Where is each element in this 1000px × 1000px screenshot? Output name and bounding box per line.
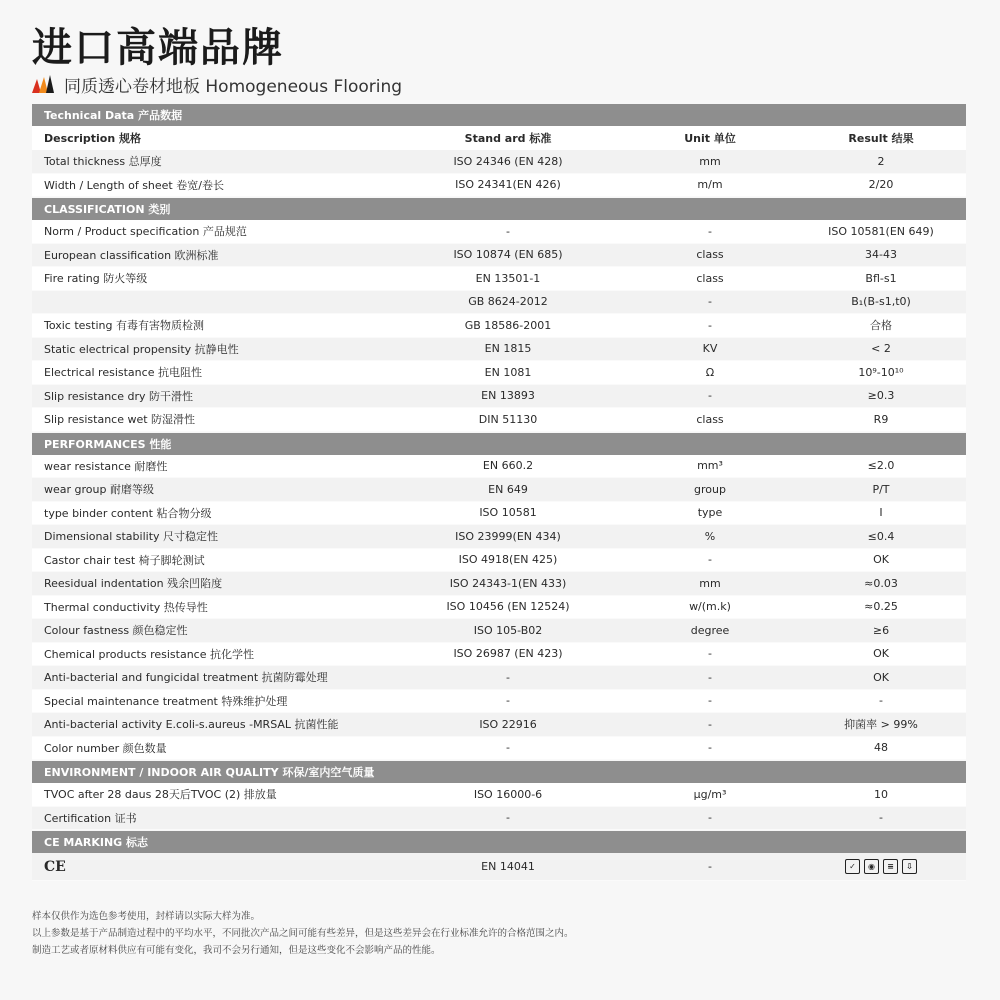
standard-cell: - [506, 670, 510, 684]
standard-cell: EN 13501-1 [475, 271, 541, 285]
result-cell: ≈0.25 [864, 600, 898, 614]
section-technical-data [32, 104, 966, 126]
description-cell: Castor chair test 椅子脚轮测试 [44, 553, 205, 567]
footer-note: 制造工艺或者原材料供应有可能有变化，我司不会另行通知，但是这些变化不会影响产品的性能。 [32, 945, 441, 956]
unit-cell: - [708, 553, 712, 567]
standard-cell: ISO 4918(EN 425) [458, 553, 558, 567]
ce-mark-cell [32, 859, 392, 875]
unit-cell: Ω [705, 365, 715, 379]
section-classification [32, 198, 966, 220]
section-title: Technical Data 产品数据 [44, 109, 183, 122]
brand-logo-icon [32, 75, 54, 93]
section-title: PERFORMANCES 性能 [44, 437, 172, 451]
unit-cell: - [708, 741, 712, 755]
table-row [32, 455, 966, 479]
unit-cell: mm³ [697, 459, 723, 473]
technical-data-table [32, 103, 966, 881]
unit-cell: mm [699, 576, 721, 590]
table-row [32, 572, 966, 596]
result-cell: - [879, 694, 883, 708]
section-performances [32, 433, 966, 455]
section-title: CLASSIFICATION 类别 [44, 203, 171, 216]
description-cell: wear group 耐磨等级 [44, 483, 154, 497]
result-cell: I [879, 506, 883, 520]
table-row [32, 291, 966, 315]
result-cell: Bfl-s1 [865, 271, 897, 285]
table-row [32, 619, 966, 643]
description-cell: Width / Length of sheet 卷宽/卷长 [44, 178, 224, 192]
description-cell: Static electrical propensity 抗静电性 [44, 342, 239, 356]
result-cell: 10⁹-10¹⁰ [858, 365, 904, 379]
section-ce-marking [32, 831, 966, 853]
column-header-standard: Stand ard 标准 [464, 132, 552, 145]
table-row [32, 502, 966, 526]
unit-cell: - [708, 717, 712, 731]
unit-cell: class [696, 271, 724, 285]
table-row-ce [32, 853, 966, 881]
result-cell: < 2 [871, 342, 891, 356]
table-row [32, 643, 966, 667]
description-cell: Chemical products resistance 抗化学性 [44, 647, 254, 661]
description-cell: Electrical resistance 抗电阻性 [44, 366, 202, 380]
description-cell: Slip resistance wet 防湿滑性 [44, 413, 196, 427]
result-cell: P/T [872, 482, 890, 496]
table-row [32, 267, 966, 291]
table-row [32, 737, 966, 761]
table-row [32, 408, 966, 432]
result-cell: ≤0.4 [867, 529, 895, 543]
page-title: 进口高端品牌 [32, 25, 284, 71]
standard-cell: EN 1815 [484, 342, 532, 356]
standard-cell: ISO 24346 (EN 428) [453, 154, 563, 168]
result-cell: 合格 [870, 319, 892, 333]
description-cell: Certification 证书 [44, 811, 137, 825]
description-cell: Dimensional stability 尺寸稳定性 [44, 530, 219, 544]
result-cell: R9 [873, 412, 889, 426]
table-row [32, 478, 966, 502]
table-row [32, 174, 966, 198]
description-cell: Colour fastness 颜色稳定性 [44, 624, 188, 638]
standard-cell: ISO 23999(EN 434) [455, 529, 561, 543]
standard-cell: - [506, 741, 510, 755]
standard-cell: GB 8624-2012 [468, 295, 548, 309]
table-row [32, 244, 966, 268]
standard-cell: ISO 105-B02 [473, 623, 543, 637]
result-cell: 34-43 [865, 248, 897, 262]
table-row [32, 338, 966, 362]
table-row [32, 385, 966, 409]
unit-cell: m/m [697, 178, 723, 192]
result-cell: ≥6 [872, 623, 890, 637]
standard-cell: ISO 10581 [479, 506, 537, 520]
result-cell: 10 [874, 787, 888, 801]
unit-cell: mm [699, 154, 721, 168]
standard-cell: ISO 22916 [479, 717, 537, 731]
table-row [32, 525, 966, 549]
description-cell: type binder content 粘合物分级 [44, 506, 212, 520]
table-row [32, 549, 966, 573]
description-cell: Toxic testing 有毒有害物质检测 [44, 319, 204, 333]
ce-mark-icon: CE [44, 858, 66, 875]
description-cell: Color number 颜色数量 [44, 741, 167, 755]
standard-cell: ISO 26987 (EN 423) [453, 647, 563, 661]
result-cell: OK [873, 670, 889, 684]
result-cell: ≈0.03 [864, 576, 898, 590]
unit-cell: - [708, 694, 712, 708]
unit-cell: - [708, 811, 712, 825]
description-cell: Special maintenance treatment 特殊维护处理 [44, 694, 288, 708]
footer-note: 样本仅供作为选色参考使用，封样请以实际大样为准。 [32, 911, 261, 922]
description-cell: European classification 欧洲标准 [44, 248, 219, 262]
table-row [32, 783, 966, 807]
subtitle [32, 72, 402, 96]
unit-cell: - [708, 647, 712, 661]
standard-cell: - [506, 694, 510, 708]
unit-cell: μg/m³ [693, 787, 727, 801]
subtitle-text: 同质透心卷材地板 Homogeneous Flooring [64, 76, 403, 97]
unit-cell: type [697, 506, 723, 520]
unit-cell: - [708, 389, 712, 403]
result-cell: OK [873, 647, 889, 661]
description-cell: Slip resistance dry 防干滑性 [44, 389, 193, 403]
description-cell: Total thickness 总厚度 [44, 155, 162, 169]
table-row [32, 690, 966, 714]
floor-heating-icon: ≡ [883, 859, 898, 874]
result-cell: ≤2.0 [867, 459, 895, 473]
standard-cell: EN 660.2 [482, 459, 534, 473]
standard-cell: ISO 16000-6 [473, 787, 543, 801]
unit-cell: - [708, 224, 712, 238]
result-cell: ISO 10581(EN 649) [828, 224, 934, 238]
section-environment [32, 761, 966, 783]
column-header-description: Description 规格 [44, 132, 141, 145]
standard-cell: EN 649 [488, 482, 528, 496]
result-cell: 2 [877, 154, 885, 168]
standard-cell: GB 18586-2001 [464, 318, 552, 332]
care-symbols [845, 859, 917, 874]
description-cell: Reesidual indentation 残余凹陷度 [44, 577, 223, 591]
table-row [32, 220, 966, 244]
description-cell: Fire rating 防火等级 [44, 272, 148, 286]
unit-cell: - [708, 295, 712, 309]
section-title: ENVIRONMENT / INDOOR AIR QUALITY 环保/室内空气质量 [44, 766, 375, 779]
table-row [32, 361, 966, 385]
unit-cell: - [708, 318, 712, 332]
description-cell: Thermal conductivity 热传导性 [44, 600, 208, 614]
table-row [32, 666, 966, 690]
description-cell: TVOC after 28 daus 28天后TVOC (2) 排放量 [44, 788, 277, 802]
result-cell: ≥0.3 [867, 389, 895, 403]
chair-castor-icon: ✓ [845, 859, 860, 874]
column-header-row [32, 126, 966, 150]
standard-cell: EN 13893 [481, 389, 535, 403]
standard-cell: EN 14041 [481, 860, 535, 873]
table-row [32, 713, 966, 737]
result-cell: OK [873, 553, 889, 567]
unit-cell: w/(m.k) [689, 600, 731, 614]
table-row [32, 807, 966, 831]
column-header-unit: Unit 单位 [684, 132, 736, 145]
indoor-use-icon: ⇩ [902, 859, 917, 874]
standard-cell: ISO 10874 (EN 685) [453, 248, 563, 262]
unit-cell: class [696, 248, 724, 262]
standard-cell: DIN 51130 [478, 412, 538, 426]
description-cell: Anti-bacterial activity E.coli-s.aureus -MRSAL 抗菌性能 [44, 718, 339, 732]
unit-cell: - [708, 860, 712, 873]
standard-cell: EN 1081 [484, 365, 532, 379]
unit-cell: - [708, 670, 712, 684]
result-cell: 抑菌率 > 99% [844, 718, 918, 732]
cleaning-icon: ◉ [864, 859, 879, 874]
unit-cell: group [694, 482, 726, 496]
unit-cell: class [696, 412, 724, 426]
section-title: CE MARKING 标志 [44, 836, 149, 849]
result-cell: B₁(B-s1,t0) [851, 295, 911, 309]
table-row [32, 314, 966, 338]
table-row [32, 150, 966, 174]
standard-cell: ISO 24343-1(EN 433) [449, 576, 567, 590]
description-cell: Norm / Product specification 产品规范 [44, 225, 247, 239]
unit-cell: % [704, 529, 716, 543]
result-cell: 48 [874, 741, 888, 755]
standard-cell: ISO 10456 (EN 12524) [446, 600, 570, 614]
footer-note: 以上参数是基于产品制造过程中的平均水平，不同批次产品之间可能有些差异，但是这些差异会在行业标准允许的合格范围之内。 [32, 928, 574, 939]
column-header-result: Result 结果 [848, 132, 914, 145]
result-cell: - [879, 811, 883, 825]
description-cell: wear resistance 耐磨性 [44, 459, 168, 473]
standard-cell: - [506, 811, 510, 825]
result-cell [796, 859, 966, 874]
unit-cell: degree [690, 623, 730, 637]
result-cell: 2/20 [868, 178, 894, 192]
table-row [32, 596, 966, 620]
unit-cell: KV [702, 342, 718, 356]
description-cell: Anti-bacterial and fungicidal treatment 抗菌防霉处理 [44, 671, 328, 685]
standard-cell: - [506, 224, 510, 238]
standard-cell: ISO 24341(EN 426) [455, 178, 561, 192]
footer-notes [32, 908, 574, 959]
